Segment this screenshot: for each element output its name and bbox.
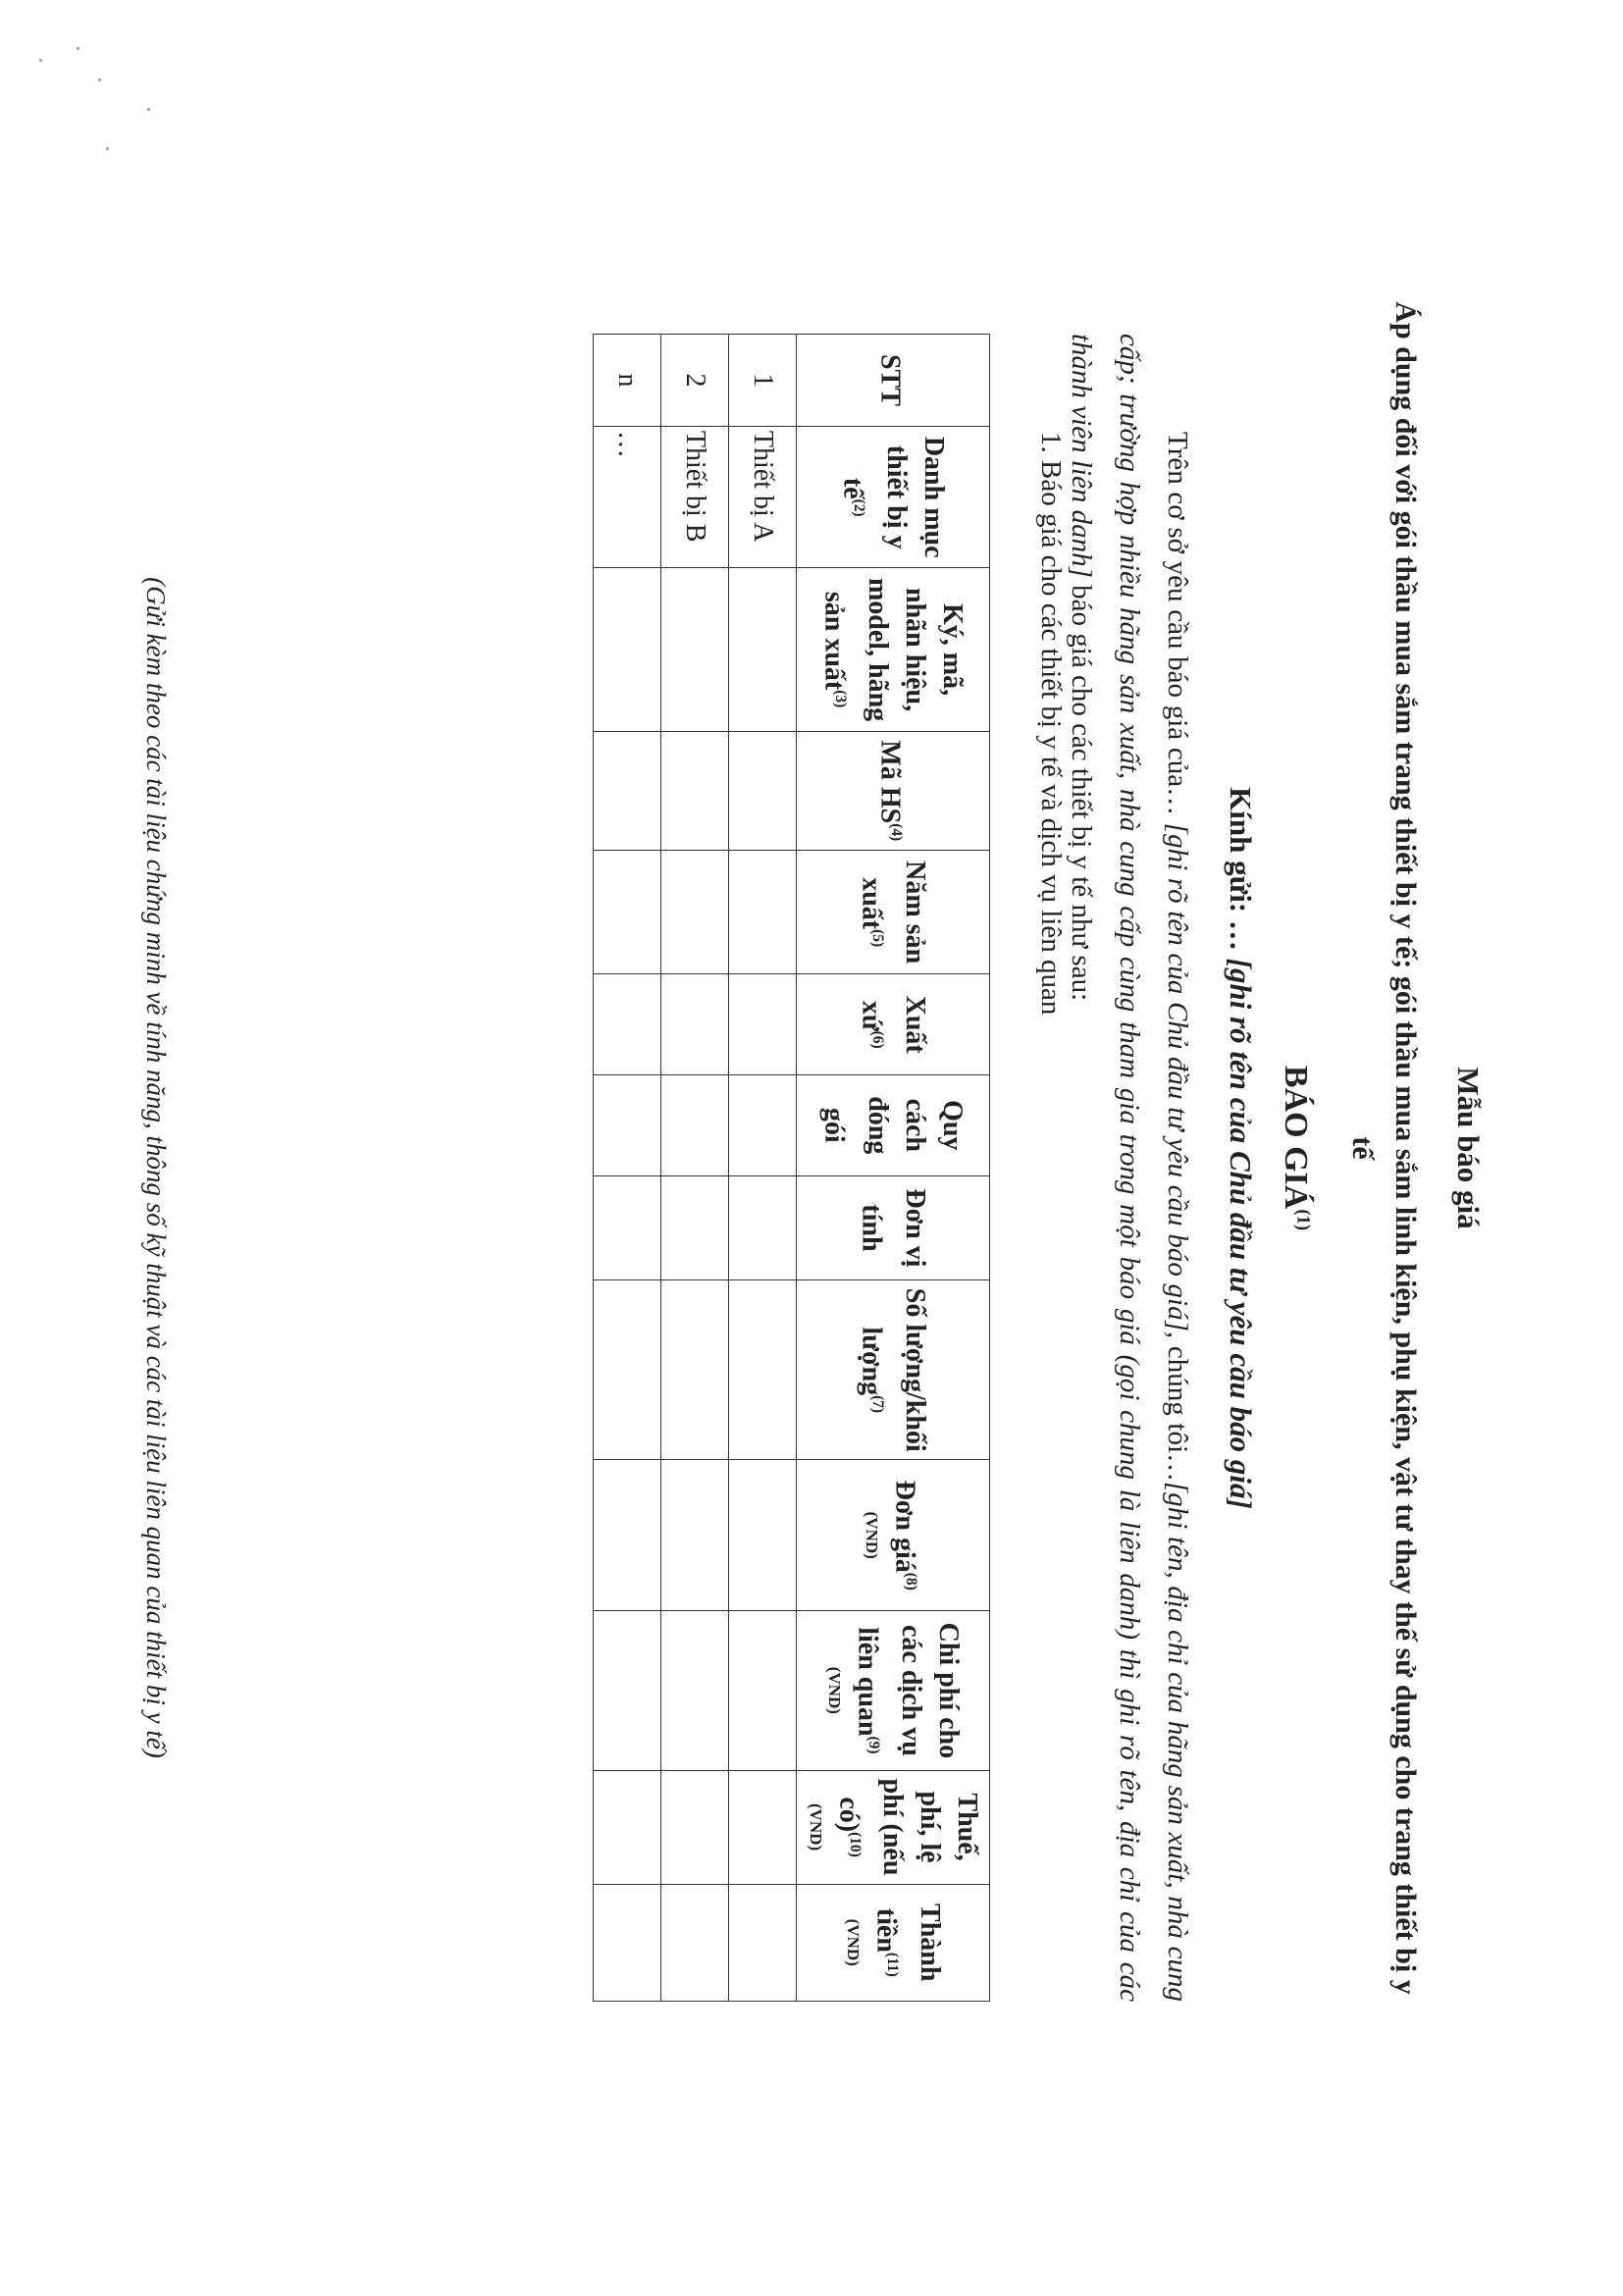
row-stt: 2 bbox=[660, 335, 728, 427]
header-total: Thành tiền$^{(11)}$ (VND) bbox=[796, 1884, 989, 2001]
header-unit: Đơn vị tính bbox=[796, 1175, 989, 1280]
header-hs-code: Mã HS$^{(4)}$ bbox=[796, 731, 989, 850]
intro-part4: [ghi tên, địa chỉ của hãng sản xuất, nhà cung cấp; trường hợp nhiều hãng sản xuất, nhà cung cấp cùng tham gia trong một báo giá (gọi chung là liên danh) thì ghi rõ tên, địa chỉ của các thành viên liên danh] bbox=[1066, 334, 1193, 2003]
quotation-table bbox=[593, 334, 990, 2002]
table-row bbox=[728, 335, 796, 2002]
table-row bbox=[593, 335, 660, 2002]
footnote: (Gửi kèm theo các tài liệu chứng minh về tính năng, thông số kỹ thuật và các tài liệu liên quan của thiết bị y tế) bbox=[141, 577, 171, 1758]
header-quantity: Số lượng/khối lượng$^{(7)}$ bbox=[796, 1280, 989, 1460]
header-service-cost: Chi phí cho các dịch vụ liên quan$^{(9)}$ (VND) bbox=[796, 1611, 989, 1770]
applies-to-text: Áp dụng đối với gói thầu mua sắm trang thiết bị y tế; gói thầu mua sắm linh kiện, phụ kiện, vật tư thay thế sử dụng cho trang thiết bị y tế bbox=[1346, 301, 1422, 1995]
header-unit-price: Đơn giá$^{(8)}$ (VND) bbox=[796, 1460, 989, 1611]
header-brand-model: Ký, mã, nhãn hiệu, model, hãng sản xuất$^{(3)}$ bbox=[796, 568, 989, 731]
title-note: (1) bbox=[1292, 1209, 1314, 1231]
table-header-row bbox=[796, 335, 989, 2002]
intro-paragraph bbox=[1057, 334, 1201, 2002]
row-item: Thiết bị A bbox=[728, 426, 796, 568]
row-item: … bbox=[593, 426, 660, 568]
intro-part2: [ghi rõ tên của Chủ đầu tư yêu cầu báo giá] bbox=[1162, 822, 1193, 1331]
document-title bbox=[1277, 0, 1314, 2296]
row-item: Thiết bị B bbox=[660, 426, 728, 568]
header-device-list: Danh mục thiết bị y tế$^{(2)}$ bbox=[796, 426, 989, 568]
intro-part1: Trên cơ sở yêu cầu báo giá của… bbox=[1162, 432, 1193, 823]
title-text: BÁO GIÁ bbox=[1278, 1065, 1314, 1210]
addressee-prefix: Kính gửi: … bbox=[1224, 787, 1258, 951]
section-heading: 1. Báo giá cho các thiết bị y tế và dịch vụ liên quan bbox=[1035, 432, 1067, 1016]
header-packaging: Quy cách đóng gói bbox=[796, 1075, 989, 1176]
header-origin: Xuất xứ$^{(6)}$ bbox=[796, 974, 989, 1075]
row-stt: 1 bbox=[728, 335, 796, 427]
intro-part3: , chúng tôi… bbox=[1162, 1331, 1193, 1483]
header-tax-fee: Thuế, phí, lệ phí (nếu có)$^{(10)}$ (VND) bbox=[796, 1770, 989, 1884]
header-year: Năm sản xuất$^{(5)}$ bbox=[796, 850, 989, 973]
form-name: Mẫu báo giá bbox=[1451, 1067, 1486, 1229]
addressee-line bbox=[1223, 0, 1258, 2296]
addressee-bracket: [ghi rõ tên của Chủ đầu tư yêu cầu báo giá] bbox=[1224, 958, 1258, 1509]
intro-part5: báo giá cho các thiết bị y tế như sau: bbox=[1066, 577, 1097, 1002]
row-stt: n bbox=[593, 335, 660, 427]
table-row bbox=[660, 335, 728, 2002]
header-stt: STT bbox=[796, 335, 989, 427]
